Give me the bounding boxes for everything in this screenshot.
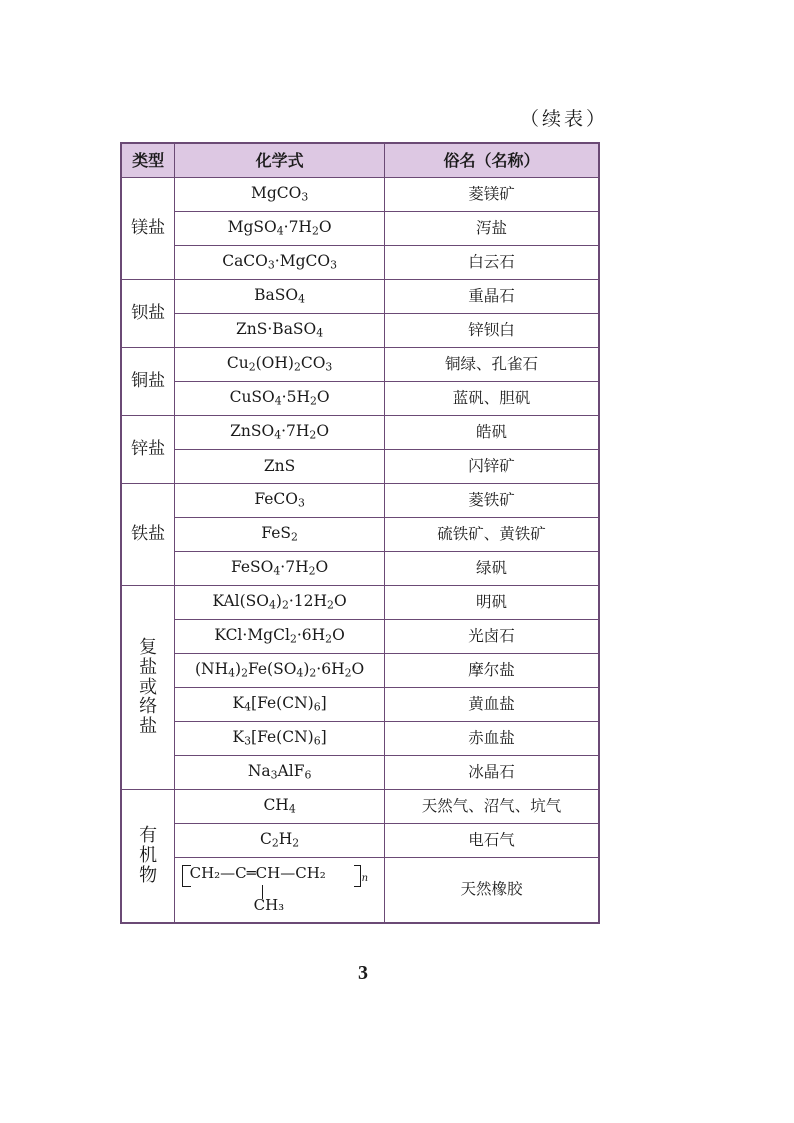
category-cell: 钡盐 <box>121 280 175 348</box>
formula-cell <box>175 858 385 924</box>
right-bracket <box>354 865 361 887</box>
formula-cell: $C_2H_2$ <box>175 824 385 858</box>
formula-cell: $MgSO_4\cdot 7H_2O$ <box>175 212 385 246</box>
table-row <box>121 246 599 280</box>
methyl-group: CH₃ <box>253 895 285 914</box>
formula-cell: $CH_4$ <box>175 790 385 824</box>
chemical-names-table <box>120 142 600 924</box>
category-cell: 有 机 物 <box>121 790 175 924</box>
common-name-cell: 锌钡白 <box>384 314 599 348</box>
table-row <box>121 654 599 688</box>
common-name-cell: 闪锌矿 <box>384 450 599 484</box>
page-number: 3 <box>358 962 368 984</box>
formula-cell: $KCl\cdot MgCl_2\cdot 6H_2O$ <box>175 620 385 654</box>
common-name-cell: 泻盐 <box>384 212 599 246</box>
formula-cell: $K_3[Fe(CN)_6]$ <box>175 722 385 756</box>
formula-cell: FeCO$_3$ <box>175 484 385 518</box>
header-common-name: 俗名（名称） <box>384 143 599 178</box>
table-row <box>121 688 599 722</box>
table-row <box>121 586 599 620</box>
table-header-row <box>121 143 599 178</box>
formula-cell: CaCO$_3$·MgCO$_3$ <box>175 246 385 280</box>
formula-cell: $KAl(SO_4)_2\cdot 12H_2O$ <box>175 586 385 620</box>
table-row <box>121 858 599 924</box>
formula-cell: FeS$_2$ <box>175 518 385 552</box>
category-cell: 镁盐 <box>121 178 175 280</box>
formula-cell: $Cu_2(OH)_2CO_3$ <box>175 348 385 382</box>
table-row <box>121 722 599 756</box>
formula-cell: ZnS·BaSO$_4$ <box>175 314 385 348</box>
header-formula: 化学式 <box>175 143 385 178</box>
table-row <box>121 620 599 654</box>
table-row <box>121 212 599 246</box>
repeat-n: n <box>361 872 369 884</box>
continued-label: （续表） <box>520 108 609 130</box>
table-row <box>121 178 599 212</box>
common-name-cell: 绿矾 <box>384 552 599 586</box>
common-name-cell: 摩尔盐 <box>384 654 599 688</box>
table-row <box>121 518 599 552</box>
common-name-cell: 明矾 <box>384 586 599 620</box>
category-cell: 复 盐 或 络 盐 <box>121 586 175 790</box>
table-row <box>121 824 599 858</box>
common-name-cell: 铜绿、孔雀石 <box>384 348 599 382</box>
common-name-cell: 硫铁矿、黄铁矿 <box>384 518 599 552</box>
table-row <box>121 280 599 314</box>
formula-cell: $Na_3AlF_6$ <box>175 756 385 790</box>
common-name-cell: 黄血盐 <box>384 688 599 722</box>
table-row <box>121 382 599 416</box>
table-row <box>121 348 599 382</box>
table-body <box>121 178 599 924</box>
table-row <box>121 314 599 348</box>
common-name-cell: 菱铁矿 <box>384 484 599 518</box>
formula-cell: $K_4[Fe(CN)_6]$ <box>175 688 385 722</box>
header-category: 类型 <box>121 143 175 178</box>
formula-cell: $ZnSO_4\cdot 7H_2O$ <box>175 416 385 450</box>
category-cell: 铜盐 <box>121 348 175 416</box>
common-name-cell: 光卤石 <box>384 620 599 654</box>
table-row <box>121 484 599 518</box>
common-name-cell: 皓矾 <box>384 416 599 450</box>
common-name-cell: 天然气、沼气、坑气 <box>384 790 599 824</box>
common-name-cell: 电石气 <box>384 824 599 858</box>
formula-cell: MgCO$_3$ <box>175 178 385 212</box>
common-name-cell: 蓝矾、胆矾 <box>384 382 599 416</box>
table-row <box>121 552 599 586</box>
formula-cell: $CuSO_4\cdot 5H_2O$ <box>175 382 385 416</box>
common-name-cell: 菱镁矿 <box>384 178 599 212</box>
common-name-cell: 重晶石 <box>384 280 599 314</box>
common-name-cell: 赤血盐 <box>384 722 599 756</box>
formula-cell: BaSO$_4$ <box>175 280 385 314</box>
polymer-chain: CH₂—C═CH—CH₂ <box>189 863 326 882</box>
table-row <box>121 416 599 450</box>
formula-cell: $(NH_4)_2Fe(SO_4)_2\cdot 6H_2O$ <box>175 654 385 688</box>
category-cell: 锌盐 <box>121 416 175 484</box>
table-row <box>121 450 599 484</box>
category-cell: 铁盐 <box>121 484 175 586</box>
formula-cell: $FeSO_4\cdot 7H_2O$ <box>175 552 385 586</box>
common-name-cell: 白云石 <box>384 246 599 280</box>
table-row <box>121 790 599 824</box>
common-name-cell: 冰晶石 <box>384 756 599 790</box>
table-row <box>121 756 599 790</box>
formula-cell: ZnS <box>175 450 385 484</box>
polymer-structure <box>190 859 370 917</box>
common-name-cell: 天然橡胶 <box>384 858 599 924</box>
